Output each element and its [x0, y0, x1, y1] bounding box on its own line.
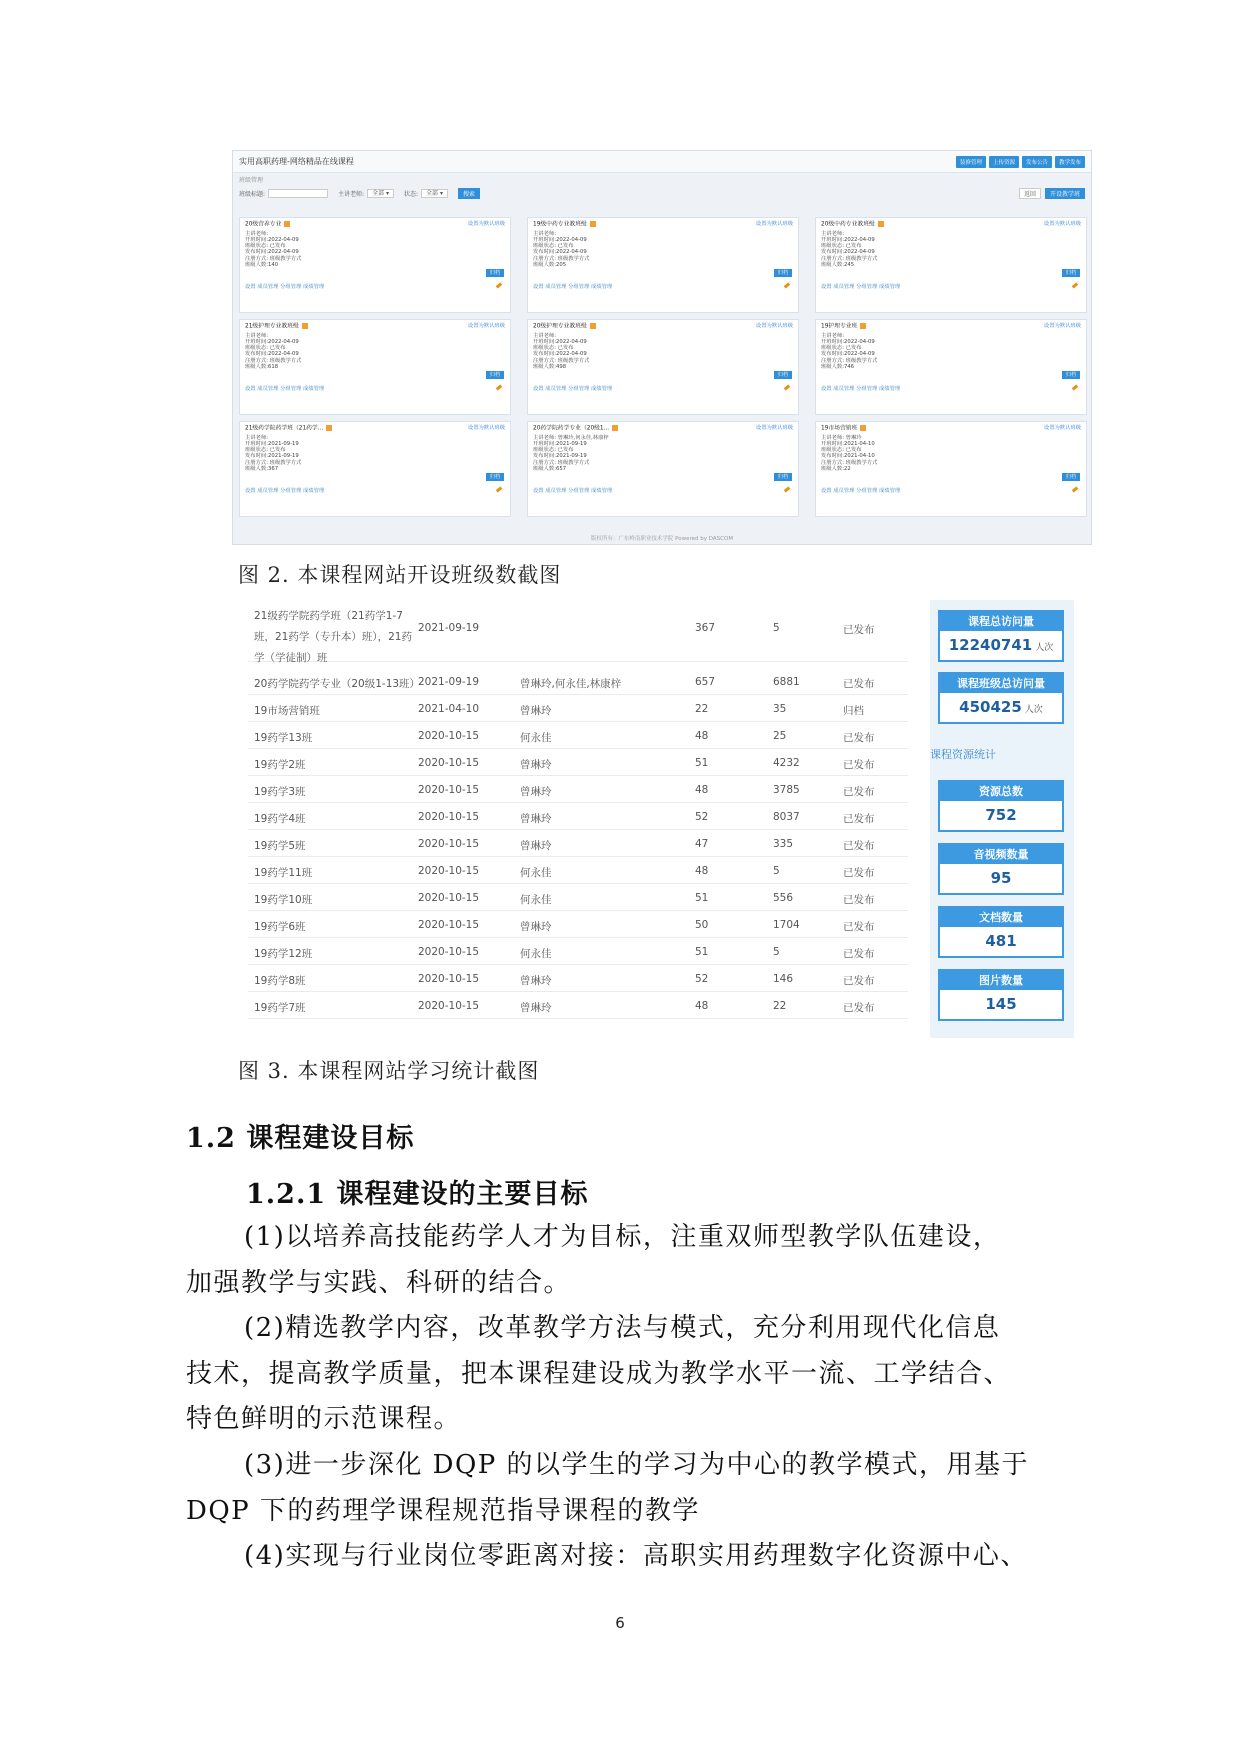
cell-visits: 8037	[773, 811, 800, 823]
card-links[interactable]: 设置 成员管理 分组管理 成绩管理	[821, 284, 901, 290]
card-line: 发布时间:2022-04-09	[533, 249, 587, 256]
cell-status: 已发布	[843, 921, 875, 933]
class-card	[815, 421, 1087, 517]
cell-visits: 1704	[773, 919, 800, 931]
cell-date: 2021-09-19	[418, 622, 480, 634]
cell-status: 已发布	[843, 894, 875, 906]
cell-class-name: 19药学13班	[254, 732, 313, 744]
open-class-button[interactable]: 开设教学班	[1045, 188, 1085, 199]
class-card	[527, 217, 799, 313]
cell-students: 52	[695, 811, 709, 823]
table-row	[248, 776, 908, 803]
paragraph-line: (1)以培养高技能药学人才为目标，注重双师型教学队伍建设，	[244, 1222, 1001, 1252]
cell-date: 2020-10-15	[418, 730, 480, 742]
class-card	[239, 217, 511, 313]
card-line: 开班时间:2022-04-09	[533, 236, 587, 243]
cell-students: 48	[695, 1000, 709, 1012]
set-default-link[interactable]: 设置为默认班级	[1043, 425, 1081, 431]
archive-button[interactable]: 归档	[774, 473, 792, 481]
lock-icon	[878, 221, 884, 227]
total-visits-box	[938, 610, 1064, 662]
edit-pencil-icon[interactable]	[496, 384, 503, 390]
card-line: 主讲老师:	[533, 230, 556, 237]
cell-teacher: 何永佳	[520, 948, 552, 960]
archive-button[interactable]: 归档	[1062, 269, 1080, 277]
card-line: 注册方式: 班级教学方式	[533, 357, 590, 364]
cell-class-name: 20药学院药学专业（20级1-13班）	[254, 678, 421, 690]
card-line: 主讲老师:	[245, 332, 268, 339]
card-line: 班级人数:140	[245, 261, 279, 268]
class-card	[527, 319, 799, 415]
paragraph-1	[186, 1215, 1066, 1306]
table-row	[248, 884, 908, 911]
card-line: 发布时间:2022-04-09	[245, 351, 299, 358]
class-name-input[interactable]	[268, 189, 328, 198]
set-default-link[interactable]: 设置为默认班级	[755, 323, 793, 329]
cell-status: 已发布	[843, 759, 875, 771]
card-links[interactable]: 设置 成员管理 分组管理 成绩管理	[245, 488, 325, 494]
set-default-link[interactable]: 设置为默认班级	[467, 425, 505, 431]
images-count-box	[938, 969, 1064, 1021]
teacher-select[interactable]: 全部 ▾	[367, 189, 394, 198]
cell-teacher: 曾琳玲	[520, 786, 552, 798]
cell-teacher: 曾琳玲,何永佳,林康梓	[520, 678, 622, 690]
total-visits-label: 课程总访问量	[940, 612, 1062, 631]
card-links[interactable]: 设置 成员管理 分组管理 成绩管理	[533, 284, 613, 290]
card-line: 主讲老师: 曾琳玲,何永佳,林康梓	[533, 434, 609, 441]
class-name-label: 班级标题:	[239, 190, 266, 198]
card-line: 发布时间:2022-04-09	[245, 249, 299, 256]
upload-resource-button[interactable]: 上传资源	[989, 156, 1019, 168]
card-line: 注册方式: 班级教学方式	[821, 459, 878, 466]
docs-count-label: 文档数量	[940, 908, 1062, 927]
cell-date: 2021-04-10	[418, 703, 480, 715]
window-topbar	[233, 151, 1091, 173]
paragraph-line: (4)实现与行业岗位零距离对接：高职实用药理数字化资源中心、	[244, 1541, 1028, 1571]
cell-students: 22	[695, 703, 709, 715]
card-line: 班级人数:746	[821, 363, 855, 370]
cell-visits: 146	[773, 973, 794, 985]
card-line: 班级状态: 已发布	[245, 447, 286, 454]
card-line: 注册方式: 班级教学方式	[245, 459, 302, 466]
card-line: 开班时间:2022-04-09	[245, 338, 299, 345]
status-select-value: 全部	[426, 189, 439, 197]
cell-students: 48	[695, 865, 709, 877]
visits-unit: 人次	[1024, 705, 1043, 715]
cell-teacher: 何永佳	[520, 894, 552, 906]
cell-students: 657	[695, 676, 716, 688]
cell-date: 2020-10-15	[418, 892, 480, 904]
cell-teacher: 曾琳玲	[520, 840, 552, 852]
cell-visits: 5	[773, 622, 780, 634]
set-default-link[interactable]: 设置为默认班级	[1043, 323, 1081, 329]
lock-icon	[284, 221, 290, 227]
cell-students: 50	[695, 919, 709, 931]
archive-button[interactable]: 归档	[486, 371, 504, 379]
cell-status: 已发布	[843, 732, 875, 744]
visits-unit: 人次	[1035, 643, 1054, 653]
breadcrumb: 班级管理	[239, 177, 264, 184]
edit-pencil-icon[interactable]	[496, 486, 503, 492]
card-links[interactable]: 设置 成员管理 分组管理 成绩管理	[533, 488, 613, 494]
cell-date: 2020-10-15	[418, 865, 480, 877]
cell-status: 已发布	[843, 813, 875, 825]
docs-count-value: 481	[985, 932, 1017, 950]
edit-pencil-icon[interactable]	[1072, 384, 1079, 390]
cell-visits: 556	[773, 892, 794, 904]
card-line: 班级人数:205	[533, 261, 567, 268]
filter-bar	[233, 185, 1091, 201]
total-visits-value-wrap	[940, 631, 1062, 663]
paragraph-4	[186, 1534, 1066, 1580]
docs-count-box	[938, 906, 1064, 958]
set-default-link[interactable]: 设置为默认班级	[467, 221, 505, 227]
table-row	[248, 722, 908, 749]
cell-class-name: 19市场营销班	[254, 705, 320, 717]
edit-pencil-icon[interactable]	[784, 486, 791, 492]
card-line: 班级状态: 已发布	[533, 447, 574, 454]
card-line: 班级人数:245	[821, 261, 855, 268]
cell-status: 已发布	[843, 867, 875, 879]
cell-class-name: 19药学8班	[254, 975, 306, 987]
paragraph-3	[186, 1443, 1066, 1534]
table-row	[248, 938, 908, 965]
archive-button[interactable]: 归档	[486, 473, 504, 481]
cell-students: 367	[695, 622, 716, 634]
cell-class-name: 19药学7班	[254, 1002, 306, 1014]
card-line: 班级人数:498	[533, 363, 567, 370]
card-line: 班级人数:618	[245, 363, 279, 370]
card-line: 开班时间:2021-04-10	[821, 440, 875, 447]
images-count-value: 145	[985, 995, 1017, 1013]
status-select[interactable]: 全部 ▾	[421, 189, 448, 198]
cell-visits: 5	[773, 946, 780, 958]
cell-students: 48	[695, 784, 709, 796]
cell-date: 2020-10-15	[418, 811, 480, 823]
cell-visits: 4232	[773, 757, 800, 769]
card-links[interactable]: 设置 成员管理 分组管理 成绩管理	[245, 284, 325, 290]
cell-date: 2020-10-15	[418, 757, 480, 769]
table-row	[248, 857, 908, 884]
archive-button[interactable]: 归档	[774, 269, 792, 277]
statistics-sidebar	[930, 600, 1074, 1038]
table-row	[248, 749, 908, 776]
set-default-link[interactable]: 设置为默认班级	[755, 221, 793, 227]
class-card-name: 21级护理专业教班级	[245, 323, 308, 330]
card-links[interactable]: 设置 成员管理 分组管理 成绩管理	[821, 488, 901, 494]
page-number: 6	[615, 1614, 625, 1632]
card-line: 开班时间:2022-04-09	[821, 338, 875, 345]
lock-icon	[590, 221, 596, 227]
cell-class-name: 21级药学院药学班（21药学1-7班，21药学（专升本）班），21药学（学徒制）班	[254, 610, 412, 664]
edit-pencil-icon[interactable]	[1072, 282, 1079, 288]
table-row	[248, 965, 908, 992]
cell-status: 已发布	[843, 1002, 875, 1014]
class-card	[815, 319, 1087, 415]
card-line: 主讲老师:	[533, 332, 556, 339]
card-links[interactable]: 设置 成员管理 分组管理 成绩管理	[533, 386, 613, 392]
card-line: 注册方式: 班级教学方式	[245, 357, 302, 364]
cell-date: 2020-10-15	[418, 919, 480, 931]
table-row	[248, 668, 908, 695]
card-line: 注册方式: 班级教学方式	[821, 255, 878, 262]
card-line: 注册方式: 班级教学方式	[245, 255, 302, 262]
set-default-link[interactable]: 设置为默认班级	[467, 323, 505, 329]
cell-date: 2021-09-19	[418, 676, 480, 688]
cell-class-name: 19药学10班	[254, 894, 313, 906]
archive-button[interactable]: 归档	[774, 371, 792, 379]
card-line: 班级状态: 已发布	[533, 243, 574, 250]
card-line: 班级状态: 已发布	[533, 345, 574, 352]
cell-students: 51	[695, 946, 709, 958]
lock-icon	[326, 425, 332, 431]
archive-button[interactable]: 归档	[1062, 371, 1080, 379]
figure3-caption: 图 3. 本课程网站学习统计截图	[238, 1059, 540, 1083]
card-line: 主讲老师:	[821, 332, 844, 339]
card-line: 发布时间:2022-04-09	[821, 351, 875, 358]
table-row	[248, 600, 908, 662]
cell-date: 2020-10-15	[418, 1000, 480, 1012]
class-visits-value-wrap	[940, 693, 1062, 725]
cell-visits: 6881	[773, 676, 800, 688]
edit-pencil-icon[interactable]	[1072, 486, 1079, 492]
card-line: 班级人数:657	[533, 465, 567, 472]
av-count-label: 音视频数量	[940, 845, 1062, 864]
cell-students: 47	[695, 838, 709, 850]
cell-students: 51	[695, 892, 709, 904]
paragraph-2	[186, 1306, 1066, 1443]
cell-students: 52	[695, 973, 709, 985]
card-line: 主讲老师: 曾琳玲	[821, 434, 862, 441]
resources-total-label: 资源总数	[940, 782, 1062, 801]
class-card	[239, 421, 511, 517]
card-line: 开班时间:2021-09-19	[533, 440, 587, 447]
lock-icon	[302, 323, 308, 329]
cell-students: 48	[695, 730, 709, 742]
resources-total-value: 752	[985, 806, 1017, 824]
cell-status: 已发布	[843, 624, 875, 636]
cell-visits: 25	[773, 730, 787, 742]
card-line: 开班时间:2022-04-09	[821, 236, 875, 243]
card-line: 班级状态: 已发布	[821, 243, 862, 250]
edit-pencil-icon[interactable]	[496, 282, 503, 288]
class-card-name: 20级护理专业教班级	[533, 323, 596, 330]
cell-status: 归档	[843, 705, 864, 717]
class-card-name: 20药学院药学专业（20级1...	[533, 425, 618, 432]
paragraph-line: (3)进一步深化 DQP 的以学生的学习为中心的教学模式，用基于	[244, 1450, 1030, 1480]
cell-teacher: 曾琳玲	[520, 813, 552, 825]
card-line: 班级状态: 已发布	[821, 447, 862, 454]
subsection-title: 1.2.1 课程建设的主要目标	[246, 1179, 589, 1210]
card-line: 注册方式: 班级教学方式	[533, 255, 590, 262]
window-title: 实用高职药理-网络精品在线课程	[239, 157, 354, 166]
paragraph-line: DQP 下的药理学课程规范指导课程的教学	[186, 1495, 700, 1526]
resources-total-box	[938, 780, 1064, 832]
search-button[interactable]: 搜索	[458, 188, 480, 199]
card-line: 主讲老师:	[245, 230, 268, 237]
cell-class-name: 19药学6班	[254, 921, 306, 933]
class-visits-value: 450425	[959, 698, 1022, 716]
cell-status: 已发布	[843, 948, 875, 960]
card-line: 开班时间:2022-04-09	[533, 338, 587, 345]
edit-pencil-icon[interactable]	[784, 282, 791, 288]
cell-class-name: 19药学4班	[254, 813, 306, 825]
table-row	[248, 803, 908, 830]
cell-teacher: 何永佳	[520, 867, 552, 879]
card-line: 班级状态: 已发布	[821, 345, 862, 352]
cell-date: 2020-10-15	[418, 946, 480, 958]
paragraph-line: 特色鲜明的示范课程。	[186, 1404, 462, 1434]
paragraph-line: 加强教学与实践、科研的结合。	[186, 1267, 572, 1298]
figure2-caption: 图 2. 本课程网站开设班级数截图	[238, 563, 562, 587]
card-line: 主讲老师:	[245, 434, 268, 441]
cell-teacher: 何永佳	[520, 732, 552, 744]
set-default-link[interactable]: 设置为默认班级	[1043, 221, 1081, 227]
class-card-name: 19级中药专业教班级	[533, 221, 596, 228]
set-default-link[interactable]: 设置为默认班级	[755, 425, 793, 431]
lock-icon	[860, 323, 866, 329]
teaching-publish-button[interactable]: 教学发布	[1055, 156, 1085, 168]
cell-status: 已发布	[843, 786, 875, 798]
table-row	[248, 830, 908, 857]
paragraph-line: (2)精选教学内容，改革教学方法与模式，充分利用现代化信息	[244, 1313, 1001, 1343]
cell-visits: 5	[773, 865, 780, 877]
lock-icon	[590, 323, 596, 329]
cell-status: 已发布	[843, 678, 875, 690]
cell-date: 2020-10-15	[418, 973, 480, 985]
cell-date: 2020-10-15	[418, 838, 480, 850]
card-line: 班级状态: 已发布	[245, 243, 286, 250]
av-count-box	[938, 843, 1064, 895]
table-row	[248, 992, 908, 1019]
class-card-name: 19市场营销班	[821, 425, 866, 432]
cell-teacher: 曾琳玲	[520, 705, 552, 717]
cell-class-name: 19药学11班	[254, 867, 313, 879]
cell-visits: 35	[773, 703, 787, 715]
cell-date: 2020-10-15	[418, 784, 480, 796]
card-links[interactable]: 设置 成员管理 分组管理 成绩管理	[821, 386, 901, 392]
cell-teacher: 曾琳玲	[520, 975, 552, 987]
cell-class-name: 19药学2班	[254, 759, 306, 771]
class-card-name: 21级药学院药学班（21药学...	[245, 425, 332, 432]
card-line: 主讲老师:	[821, 230, 844, 237]
class-visits-box	[938, 672, 1064, 724]
card-line: 发布时间:2021-09-19	[245, 453, 299, 460]
card-line: 发布时间:2021-04-10	[821, 453, 875, 460]
total-visits-value: 12240741	[948, 636, 1033, 654]
card-line: 班级人数:22	[821, 465, 851, 472]
cell-students: 51	[695, 757, 709, 769]
card-line: 注册方式: 班级教学方式	[821, 357, 878, 364]
class-card-name: 20级中药专业教班级	[821, 221, 884, 228]
status-label: 状态:	[404, 190, 419, 198]
cell-class-name: 19药学12班	[254, 948, 313, 960]
copyright-footer: 版权所有：广东岭南职业技术学院 Powered by DASCOM	[590, 536, 734, 542]
class-visits-label: 课程班级总访问量	[940, 674, 1062, 693]
cell-teacher: 曾琳玲	[520, 759, 552, 771]
figure-class-management-screenshot	[232, 150, 1092, 545]
card-line: 发布时间:2022-04-09	[533, 351, 587, 358]
figure-learning-statistics-screenshot	[248, 600, 1074, 1038]
cell-class-name: 19药学5班	[254, 840, 306, 852]
cell-visits: 335	[773, 838, 794, 850]
images-count-label: 图片数量	[940, 971, 1062, 990]
class-card	[815, 217, 1087, 313]
publish-notice-button[interactable]: 发布公告	[1022, 156, 1052, 168]
cell-visits: 22	[773, 1000, 787, 1012]
cell-visits: 3785	[773, 784, 800, 796]
card-line: 班级人数:367	[245, 465, 279, 472]
cell-teacher: 曾琳玲	[520, 1002, 552, 1014]
archive-button[interactable]: 归档	[486, 269, 504, 277]
cell-teacher: 曾琳玲	[520, 921, 552, 933]
cell-status: 已发布	[843, 840, 875, 852]
class-card	[239, 319, 511, 415]
card-line: 开班时间:2022-04-09	[245, 236, 299, 243]
av-count-value: 95	[990, 869, 1012, 887]
edit-pencil-icon[interactable]	[784, 384, 791, 390]
lock-icon	[860, 425, 866, 431]
card-line: 注册方式: 班级教学方式	[533, 459, 590, 466]
card-line: 发布时间:2022-04-09	[821, 249, 875, 256]
class-card-name: 19护理专业班	[821, 323, 866, 330]
teacher-label: 主讲老师:	[338, 190, 365, 198]
card-line: 班级状态: 已发布	[245, 345, 286, 352]
resource-statistics-link[interactable]: 课程资源统计	[930, 748, 996, 761]
section-title: 1.2 课程建设目标	[186, 1123, 415, 1154]
return-button[interactable]: 返回	[1019, 188, 1041, 199]
class-card	[527, 421, 799, 517]
decor-manage-button[interactable]: 装修管理	[956, 156, 986, 168]
cell-status: 已发布	[843, 975, 875, 987]
card-line: 开班时间:2021-09-19	[245, 440, 299, 447]
table-row	[248, 911, 908, 938]
lock-icon	[612, 425, 618, 431]
cell-class-name: 19药学3班	[254, 786, 306, 798]
table-row	[248, 695, 908, 722]
teacher-select-value: 全部	[372, 189, 385, 197]
card-line: 发布时间:2021-09-19	[533, 453, 587, 460]
archive-button[interactable]: 归档	[1062, 473, 1080, 481]
paragraph-line: 技术，提高教学质量，把本课程建设成为教学水平一流、工学结合、	[186, 1358, 1012, 1389]
class-card-name: 20级营养专业	[245, 221, 290, 228]
card-links[interactable]: 设置 成员管理 分组管理 成绩管理	[245, 386, 325, 392]
